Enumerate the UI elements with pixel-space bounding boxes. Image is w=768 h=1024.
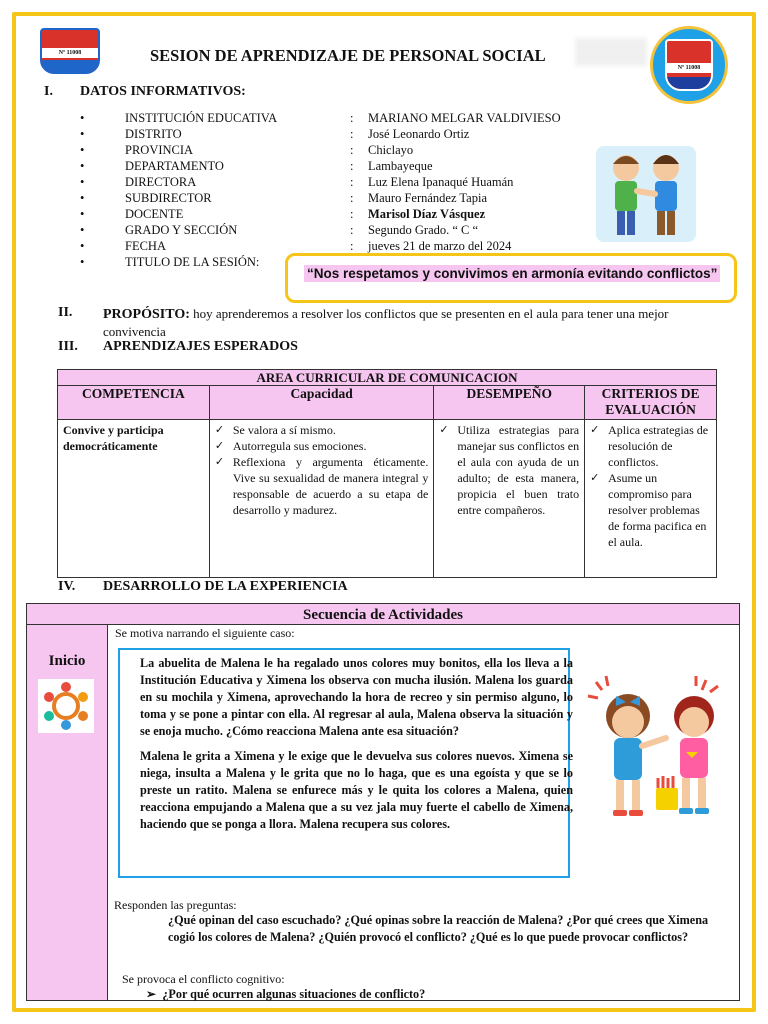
section-4-title: DESARROLLO DE LA EXPERIENCIA	[103, 579, 348, 594]
conflict-question: ➢ ¿Por qué ocurren algunas situaciones de conflicto?	[146, 987, 426, 1001]
section-1-number: I.	[44, 84, 53, 99]
school-crest-logo: Nº 11008	[40, 28, 100, 74]
area-header: AREA CURRICULAR DE COMUNICACION	[58, 370, 717, 386]
info-label: GRADO Y SECCIÓN	[125, 223, 238, 237]
phase-label: Inicio	[48, 653, 86, 669]
info-row: • SUBDIRECTOR : Mauro Fernández Tapia	[80, 191, 487, 205]
info-label: DEPARTAMENTO	[125, 159, 224, 173]
info-value: jueves 21 de marzo del 2024	[368, 239, 512, 253]
arguing-girls-image	[586, 672, 736, 822]
header-criterios: CRITERIOS DE EVALUACIÓN	[585, 386, 717, 420]
teamwork-circle-icon	[38, 679, 94, 733]
bullet-icon: •	[80, 239, 85, 253]
info-row: • DIRECTORA : Luz Elena Ipanaqué Huamán	[80, 175, 514, 189]
sequence-title: Secuencia de Actividades	[26, 603, 740, 625]
info-label: FECHA	[125, 239, 166, 253]
purpose-label: PROPÓSITO:	[103, 307, 190, 322]
cell-competencia: Convive y participa democráticamente	[58, 420, 210, 578]
check-icon: ✓	[590, 472, 600, 484]
capacity-item: ✓ Reflexiona y argumenta éticamente. Vive su sexualidad de manera integral y responsable de acuerdo a su etapa de desarrollo y madurez.	[214, 455, 429, 517]
respond-instruction: Responden las preguntas:	[114, 898, 237, 912]
check-icon: ✓	[214, 440, 225, 452]
info-row: • GRADO Y SECCIÓN : Segundo Grado. “ C “	[80, 223, 479, 237]
info-row: • DEPARTAMENTO : Lambayeque	[80, 159, 433, 173]
cognitive-conflict-label: Se provoca el conflicto cognitivo:	[122, 972, 285, 986]
info-row: • DISTRITO : José Leonardo Ortiz	[80, 127, 470, 141]
info-value: Mauro Fernández Tapia	[368, 191, 487, 205]
check-icon: ✓	[590, 424, 600, 436]
criteria-item: ✓ Asume un compromiso para resolver problemas de forma pacifica en el aula.	[590, 471, 707, 549]
motivation-text: Se motiva narrando el siguiente caso:	[115, 626, 295, 640]
purpose-text: hoy aprenderemos a resolver los conflictos que se presenten en el aula para tener una mejor convivencia	[103, 306, 669, 339]
bullet-icon: •	[80, 223, 85, 237]
bullet-icon: •	[80, 159, 85, 173]
session-title: “Nos respetamos y convivimos en armonía evitando conflictos”	[304, 265, 720, 282]
bullet-icon: •	[80, 175, 85, 189]
capacity-item: ✓ Se valora a sí mismo.	[214, 423, 336, 437]
page-title: SESION DE APRENDIZAJE DE PERSONAL SOCIAL	[150, 46, 546, 65]
bullet-icon: •	[80, 143, 85, 157]
info-row: • INSTITUCIÓN EDUCATIVA : MARIANO MELGAR VALDIVIESO	[80, 111, 561, 125]
check-icon: ✓	[214, 456, 225, 468]
info-value: MARIANO MELGAR VALDIVIESO	[368, 111, 561, 125]
bullet-icon: •	[80, 191, 85, 205]
info-label: INSTITUCIÓN EDUCATIVA	[125, 111, 278, 125]
info-value: José Leonardo Ortiz	[368, 127, 470, 141]
info-value: Marisol Díaz Vásquez	[368, 207, 486, 221]
bullet-icon: •	[80, 207, 85, 221]
header-competencia: COMPETENCIA	[58, 386, 210, 420]
info-label: PROVINCIA	[125, 143, 194, 157]
session-title-box	[285, 253, 737, 303]
cell-capacidades	[209, 420, 434, 578]
discussion-questions: ¿Qué opinan del caso escuchado? ¿Qué opinas sobre la reacción de Malena? ¿Por qué crees que Ximena cogió los colores de Malena? ¿Quién provocó el conflicto? ¿Qué es lo que puede provocar conflictos?	[168, 913, 709, 944]
purpose-paragraph	[103, 305, 723, 340]
redacted-area	[575, 38, 647, 66]
cell-desempeno: ✓ Utiliza estrategias para manejar sus conflictos en el aula con ayuda de un adulto; de esta manera, propicia el buen trato entre compañeros.	[434, 420, 585, 578]
story-paragraph-2: Malena le grita a Ximena y le exige que le devuelva sus colores nuevos. Ximena se niega, insulta a Malena y le grita que no lo haga, que es una egoísta y que se lo preste un ratito. Malena se enfurece más y le quita los colores a Malena, quien reacciona empujando a Malena que a su vez jala muy fuerte el cabello de Ximena, haciendo que se ponga a llora. Malena recupera sus colores.	[140, 749, 573, 831]
section-3-number: III.	[58, 339, 78, 354]
bullet-icon: •	[80, 111, 85, 125]
info-label: TITULO DE LA SESIÓN:	[125, 255, 260, 269]
header-desempeno: DESEMPEÑO	[434, 386, 585, 420]
story-text	[140, 655, 573, 833]
arrow-bullet-icon: ➢	[146, 987, 157, 1001]
competencies-table	[57, 369, 717, 578]
phase-column	[26, 625, 108, 1001]
header-capacidad: Capacidad	[209, 386, 434, 420]
info-label: DOCENTE	[125, 207, 184, 221]
info-row: • FECHA : jueves 21 de marzo del 2024	[80, 239, 512, 253]
story-paragraph-1: La abuelita de Malena le ha regalado unos colores muy bonitos, ella los lleva a la Institución Educativa y Ximena los observa con mucha ilusión. Malena los guarda en su mochila y Ximena, aprovechando la hora de recreo y sin permiso alguno, lo toma y se pone a pintar con ella. Al regresar al aula, Malena observa la situación y se enoja mucho. ¿Cómo reacciona Malena ante esa situación?	[140, 656, 573, 738]
section-2-number: II.	[58, 305, 73, 320]
section-3-title: APRENDIZAJES ESPERADOS	[103, 339, 298, 354]
capacity-item: ✓ Autorregula sus emociones.	[214, 439, 367, 453]
bullet-icon: •	[80, 127, 85, 141]
info-row: • DOCENTE : Marisol Díaz Vásquez	[80, 207, 486, 221]
info-value: Chiclayo	[368, 143, 414, 157]
info-value: Lambayeque	[368, 159, 433, 173]
section-1-title: DATOS INFORMATIVOS:	[80, 84, 246, 99]
cell-criterios	[585, 420, 717, 578]
info-value: Luz Elena Ipanaqué Huamán	[368, 175, 514, 189]
section-4-number: IV.	[58, 579, 76, 594]
info-label: DIRECTORA	[125, 175, 197, 189]
info-label: DISTRITO	[125, 127, 182, 141]
criteria-item: ✓ Aplica estrategias de resolución de conflictos.	[590, 423, 709, 469]
school-seal-logo: Nº 11008	[650, 26, 728, 104]
info-label: SUBDIRECTOR	[125, 191, 212, 205]
check-icon: ✓	[439, 424, 449, 436]
info-row: • PROVINCIA : Chiclayo	[80, 143, 414, 157]
bullet-icon: •	[80, 255, 85, 269]
kids-handshake-image	[596, 146, 696, 242]
info-value: Segundo Grado. “ C “	[368, 223, 479, 237]
check-icon: ✓	[214, 424, 225, 436]
